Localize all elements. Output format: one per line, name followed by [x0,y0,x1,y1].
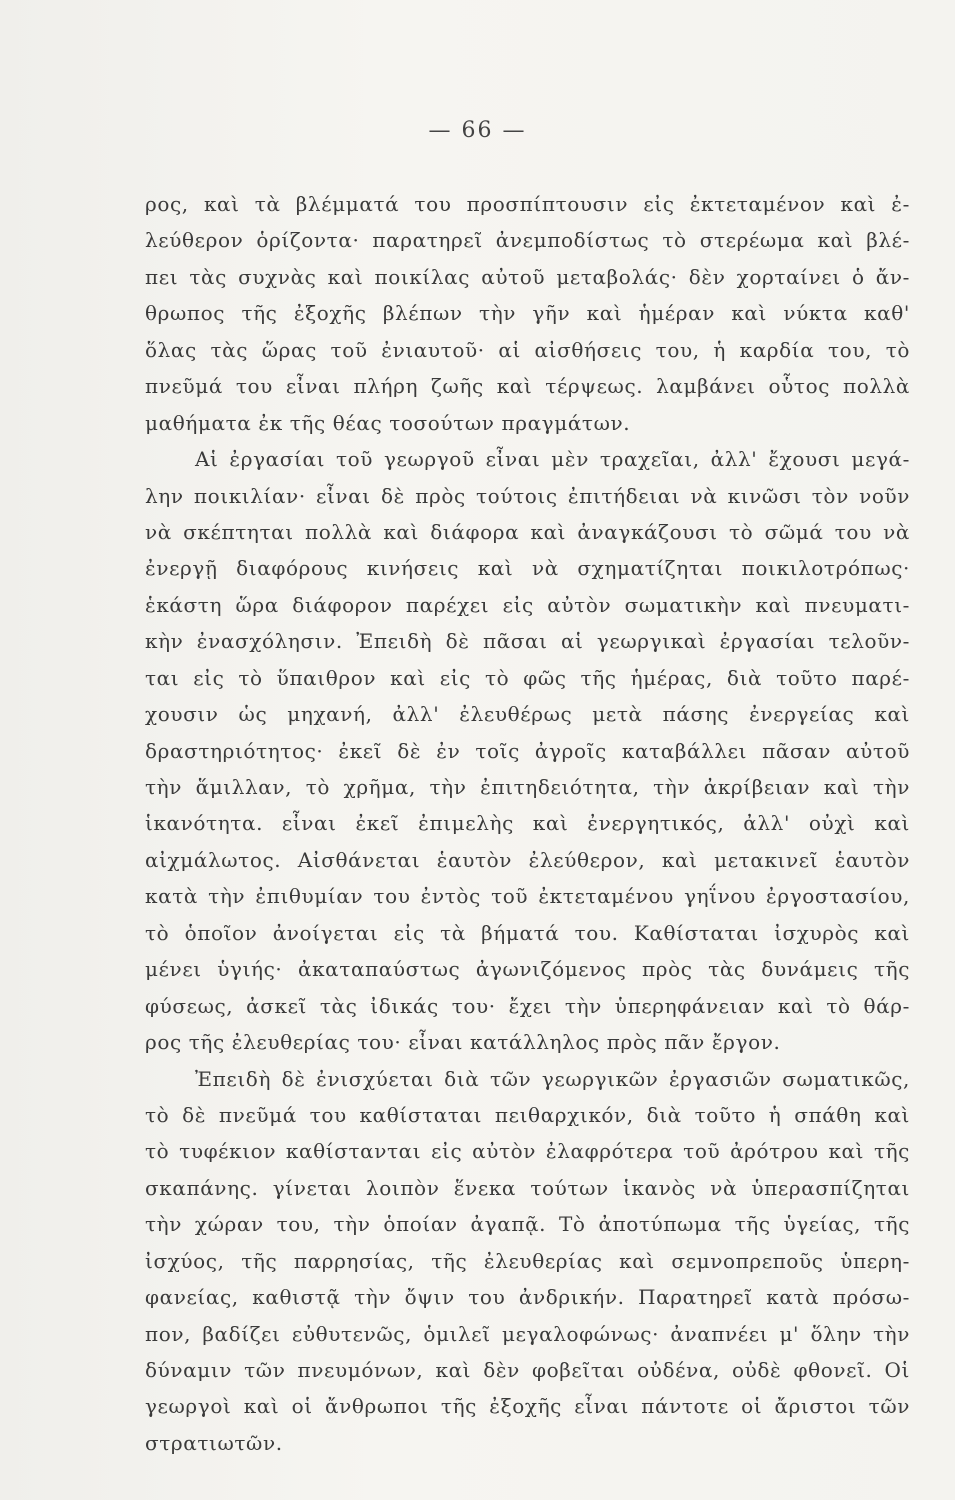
text-line: ἑκάστη ὥρα διάφορον παρέχει εἰς αὐτὸν σωματικὴν καὶ πνευματι- [145,592,910,617]
text-line: ρος τῆς ἐλευθερίας του· εἶναι κατάλληλος πρὸς πᾶν ἔργον. [145,1030,781,1055]
text-line: ται εἰς τὸ ὕπαιθρον καὶ εἰς τὸ φῶς τῆς ἡμέρας, διὰ τοῦτο παρέ- [145,665,910,690]
text-line: φανείας, καθιστᾷ τὴν ὄψιν του ἀνδρικήν. Παρατηρεῖ κατὰ πρόσω- [145,1285,910,1310]
text-line: τὸ τυφέκιον καθίστανται εἰς αὐτὸν ἐλαφρότερα τοῦ ἀρότρου καὶ τῆς [145,1139,910,1164]
text-line: ἰσχύος, τῆς παρρησίας, τῆς ἐλευθερίας καὶ σεμνοπρεποῦς ὑπερη- [145,1248,910,1273]
text-line: ἐνεργῇ διαφόρους κινήσεις καὶ νὰ σχηματίζηται ποικιλοτρόπως· [145,556,910,581]
text-line: γεωργοὶ καὶ οἱ ἄνθρωποι τῆς ἐξοχῆς εἶναι πάντοτε οἱ ἄριστοι τῶν [145,1394,910,1419]
text-line: σκαπάνης. γίνεται λοιπὸν ἕνεκα τούτων ἱκανὸς νὰ ὑπερασπίζηται [145,1175,910,1200]
text-line: αἰχμάλωτος. Αἰσθάνεται ἑαυτὸν ἐλεύθερον, καὶ μετακινεῖ ἑαυτὸν [145,847,910,872]
text-line: δύναμιν τῶν πνευμόνων, καὶ δὲν φοβεῖται οὐδένα, οὐδὲ φθονεῖ. Οἱ [145,1358,910,1382]
text-line: πνεῦμά του εἶναι πλήρη ζωῆς καὶ τέρψεως. λαμβάνει οὗτος πολλὰ [145,374,910,399]
text-line: ὅλας τὰς ὥρας τοῦ ἐνιαυτοῦ· αἱ αἰσθήσεις του, ἡ καρδία του, τὸ [145,337,910,362]
text-line: ρος, καὶ τὰ βλέμματά του προσπίπτουσιν εἰς ἐκτεταμένον καὶ ἐ- [145,192,910,216]
text-line: πον, βαδίζει εὐθυτενῶς, ὁμιλεῖ μεγαλοφώνως· ἀναπνέει μ' ὅλην τὴν [145,1321,910,1346]
text-line: Αἱ ἐργασίαι τοῦ γεωργοῦ εἶναι μὲν τραχεῖαι, ἀλλ' ἔχουσι μεγά- [195,447,910,472]
text-line: κατὰ τὴν ἐπιθυμίαν του ἐντὸς τοῦ ἐκτεταμένου γηΐνου ἐργοστασίου, [145,884,910,909]
text-line: στρατιωτῶν. [145,1430,283,1455]
page-number: — 66 — [428,118,527,143]
text-line: ἱκανότητα. εἶναι ἐκεῖ ἐπιμελὴς καὶ ἐνεργητικός, ἀλλ' οὐχὶ καὶ [145,811,910,836]
body-text [145,186,910,1461]
text-line: πει τὰς συχνὰς καὶ ποικίλας αὐτοῦ μεταβολάς· δὲν χορταίνει ὁ ἄν- [145,264,910,289]
text-line: Ἐπειδὴ δὲ ἐνισχύεται διὰ τῶν γεωργικῶν ἐργασιῶν σωματικῶς, [195,1066,910,1091]
text-line: θρωπος τῆς ἐξοχῆς βλέπων τὴν γῆν καὶ ἡμέραν καὶ νύκτα καθ' [145,301,910,326]
text-line: λην ποικιλίαν· εἶναι δὲ πρὸς τούτοις ἐπιτήδειαι νὰ κινῶσι τὸν νοῦν [145,483,910,508]
text-line: μένει ὑγιής· ἀκαταπαύστως ἀγωνιζόμενος πρὸς τὰς δυνάμεις τῆς [145,957,910,982]
text-line: τὸ δὲ πνεῦμά του καθίσταται πειθαρχικόν, διὰ τοῦτο ἡ σπάθη καὶ [145,1102,910,1127]
text-line: τὴν ἅμιλλαν, τὸ χρῆμα, τὴν ἐπιτηδειότητα, τὴν ἀκρίβειαν καὶ τὴν [145,775,910,799]
text-line: δραστηριότητος· ἐκεῖ δὲ ἐν τοῖς ἀγροῖς καταβάλλει πᾶσαν αὐτοῦ [145,738,910,763]
text-line: φύσεως, ἀσκεῖ τὰς ἰδικάς του· ἔχει τὴν ὑπερηφάνειαν καὶ τὸ θάρ- [145,993,910,1018]
text-line: χουσιν ὡς μηχανή, ἀλλ' ἐλευθέρως μετὰ πάσης ἐνεργείας καὶ [145,702,910,727]
text-line: μαθήματα ἐκ τῆς θέας τοσούτων πραγμάτων. [145,410,631,435]
text-line: τὸ ὁποῖον ἀνοίγεται εἰς τὰ βήματά του. Καθίσταται ἰσχυρὸς καὶ [145,920,910,945]
text-line: λεύθερον ὁρίζοντα· παρατηρεῖ ἀνεμποδίστως τὸ στερέωμα καὶ βλέ- [145,228,910,253]
text-line: νὰ σκέπτηται πολλὰ καὶ διάφορα καὶ ἀναγκάζουσι τὸ σῶμά του νὰ [145,519,910,544]
text-line: κὴν ἐνασχόλησιν. Ἐπειδὴ δὲ πᾶσαι αἱ γεωργικαὶ ἐργασίαι τελοῦν- [145,629,910,654]
text-line: τὴν χώραν του, τὴν ὁποίαν ἀγαπᾷ. Τὸ ἀποτύπωμα τῆς ὑγείας, τῆς [145,1212,910,1237]
